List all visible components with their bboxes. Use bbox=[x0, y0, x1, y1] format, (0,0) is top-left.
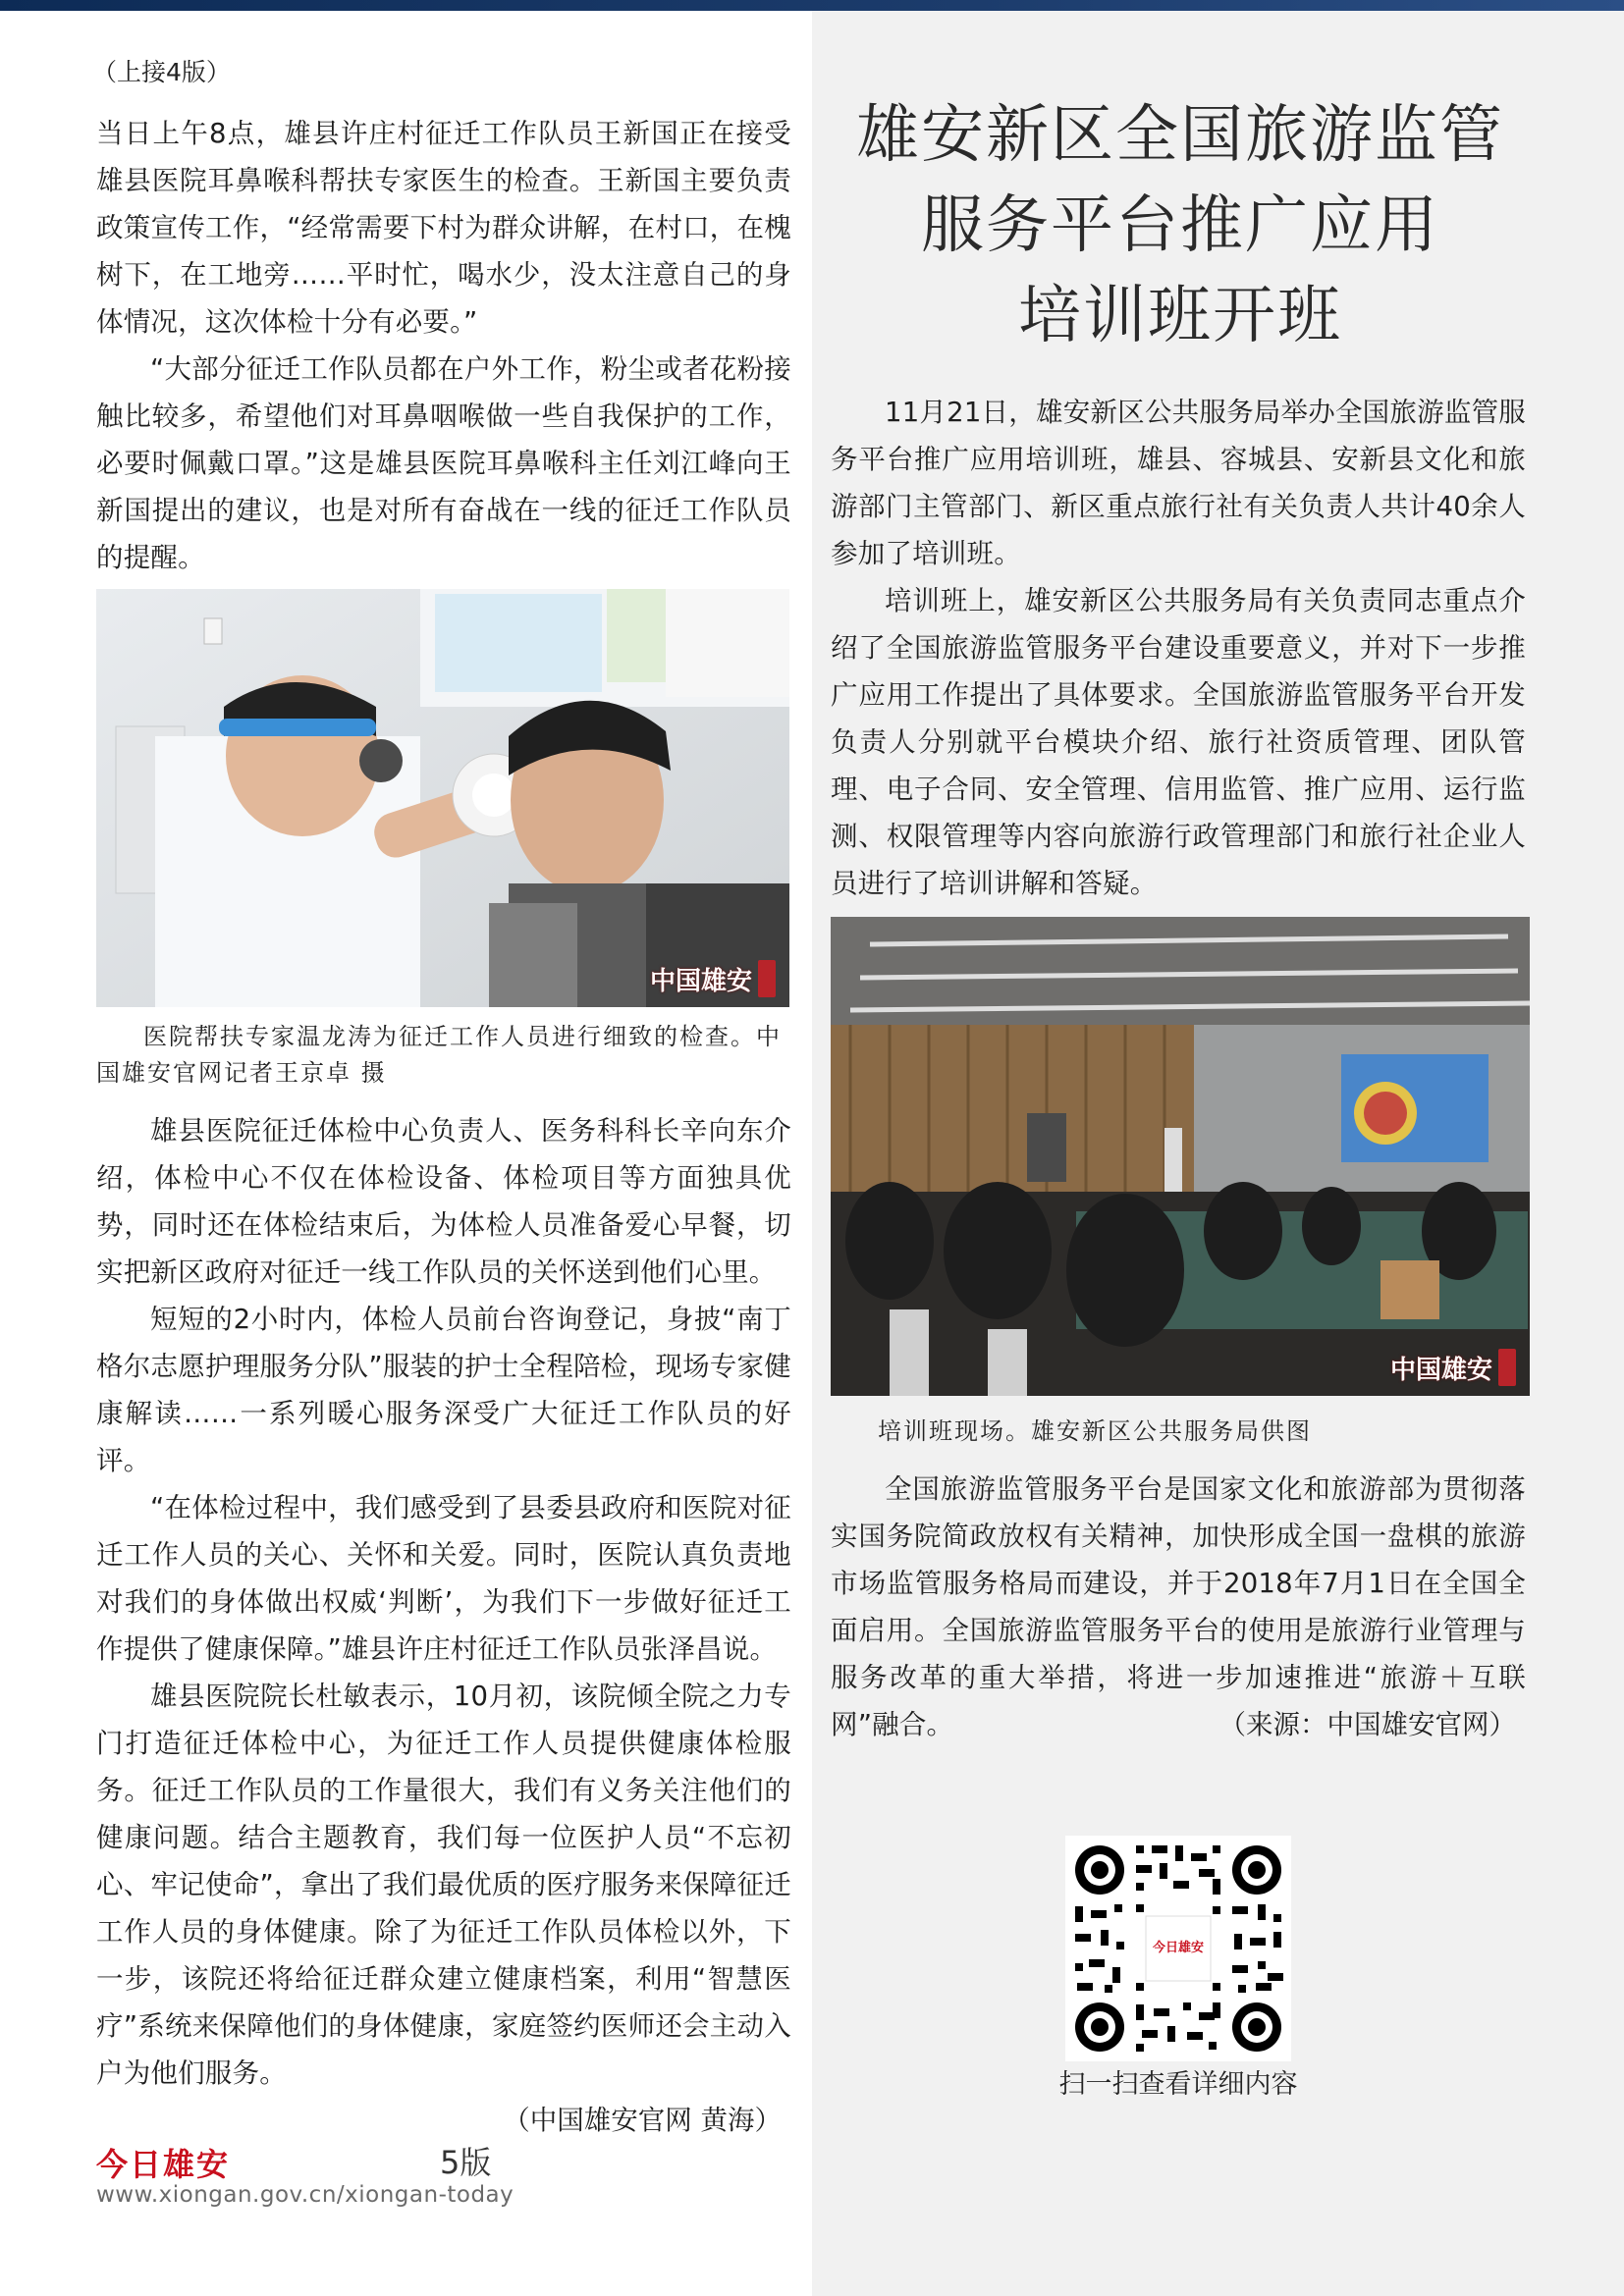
left-paragraph-3: 雄县医院征迁体检中心负责人、医务科科长辛向东介绍，体检中心不仅在体检设备、体检项目等方面独具优势，同时还在体检结束后，为体检人员准备爱心早餐，切实把新区政府对征迁一线工作队员的关怀送到他们心里。 bbox=[96, 1115, 791, 1288]
footer-brand-logo: 今日雄安 bbox=[96, 2146, 231, 2183]
qr-code[interactable] bbox=[1065, 1836, 1291, 2061]
training-session-photo bbox=[831, 917, 1530, 1396]
left-paragraph-4: 短短的2小时内，体检人员前台咨询登记，身披“南丁格尔志愿护理服务分队”服装的护士全程陪检，现场专家健康解读……一系列暖心服务深受广大征迁工作队员的好评。 bbox=[96, 1304, 791, 1476]
right-article bbox=[831, 389, 1526, 1748]
title-line-2: 服务平台推广应用 bbox=[921, 189, 1439, 262]
left-paragraph-2: “大部分征迁工作队员都在户外工作，粉尘或者花粉接触比较多，希望他们对耳鼻咽喉做一些自我保护的工作，必要时佩戴口罩。”这是雄县医院耳鼻喉科主任刘江峰向王新国提出的建议，也是对所有奋战在一线的征迁工作队员的提醒。 bbox=[96, 353, 791, 573]
footer-page-number: 5版 bbox=[440, 2144, 492, 2181]
left-paragraph-1: 当日上午8点，雄县许庄村征迁工作队员王新国正在接受雄县医院耳鼻喉科帮扶专家医生的检查。王新国主要负责政策宣传工作，“经常需要下村为群众讲解，在村口，在槐树下，在工地旁……平时忙，喝水少，没太注意自己的身体情况，这次体检十分有必要。” bbox=[96, 118, 791, 338]
left-photo-caption: 医院帮扶专家温龙涛为征迁工作人员进行细致的检查。中国雄安官网记者王京卓 摄 bbox=[96, 1023, 782, 1087]
top-banner-stripe bbox=[0, 0, 1624, 11]
right-paragraph-1: 11月21日，雄安新区公共服务局举办全国旅游监管服务平台推广应用培训班，雄县、容城县、安新县文化和旅游部门主管部门、新区重点旅行社有关负责人共计40余人参加了培训班。 bbox=[831, 397, 1526, 569]
photo-watermark: 中国雄安 bbox=[1390, 1349, 1516, 1386]
qr-caption: 扫一扫查看详细内容 bbox=[1058, 2069, 1298, 2100]
right-paragraph-3: 全国旅游监管服务平台是国家文化和旅游部为贯彻落实国务院简政放权有关精神，加快形成全国一盘棋的旅游市场监管服务格局而建设，并于2018年7月1日在全国全面启用。全国旅游监管服务平台的使用是旅游行业管理与服务改革的重大举措，将进一步加速推进“旅游＋互联网”融合。 bbox=[831, 1473, 1526, 1740]
right-article-title bbox=[831, 90, 1530, 361]
continued-from-label: （上接4版） bbox=[92, 58, 231, 86]
left-source: （中国雄安官网 黄海） bbox=[503, 2105, 782, 2136]
left-article bbox=[96, 110, 791, 2144]
medical-check-photo bbox=[96, 589, 789, 1007]
title-line-1: 雄安新区全国旅游监管 bbox=[856, 99, 1504, 172]
photo-watermark: 中国雄安 bbox=[650, 960, 776, 997]
right-paragraph-2: 培训班上，雄安新区公共服务局有关负责同志重点介绍了全国旅游监管服务平台建设重要意义，并对下一步推广应用工作提出了具体要求。全国旅游监管服务平台开发负责人分别就平台模块介绍、旅行社资质管理、团队管理、电子合同、安全管理、信用监管、推广应用、运行监测、权限管理等内容向旅游行政管理部门和旅行社企业人员进行了培训讲解和答疑。 bbox=[831, 585, 1526, 899]
left-paragraph-6: 雄县医院院长杜敏表示，10月初，该院倾全院之力专门打造征迁体检中心，为征迁工作人员提供健康体检服务。征迁工作队员的工作量很大，我们有义务关注他们的健康问题。结合主题教育，我们每一位医护人员“不忘初心、牢记使命”，拿出了我们最优质的医疗服务来保障征迁工作人员的身体健康。除了为征迁工作队员体检以外，下一步，该院还将给征迁群众建立健康档案，利用“智慧医疗”系统来保障他们的身体健康，家庭签约医师还会主动入户为他们服务。 bbox=[96, 1681, 791, 2089]
title-line-3: 培训班开班 bbox=[1018, 280, 1342, 352]
qr-center-logo: 今日雄安 bbox=[1152, 1941, 1204, 1955]
right-source: （来源：中国雄安官网） bbox=[1218, 1709, 1516, 1740]
right-photo-caption: 培训班现场。雄安新区公共服务局供图 bbox=[878, 1417, 1312, 1445]
footer-url[interactable]: www.xiongan.gov.cn/xiongan-today bbox=[96, 2182, 514, 2208]
left-paragraph-5: “在体检过程中，我们感受到了县委县政府和医院对征迁工作人员的关心、关怀和关爱。同时，医院认真负责地对我们的身体做出权威‘判断’，为我们下一步做好征迁工作提供了健康保障。”雄县许庄村征迁工作队员张泽昌说。 bbox=[96, 1492, 791, 1665]
